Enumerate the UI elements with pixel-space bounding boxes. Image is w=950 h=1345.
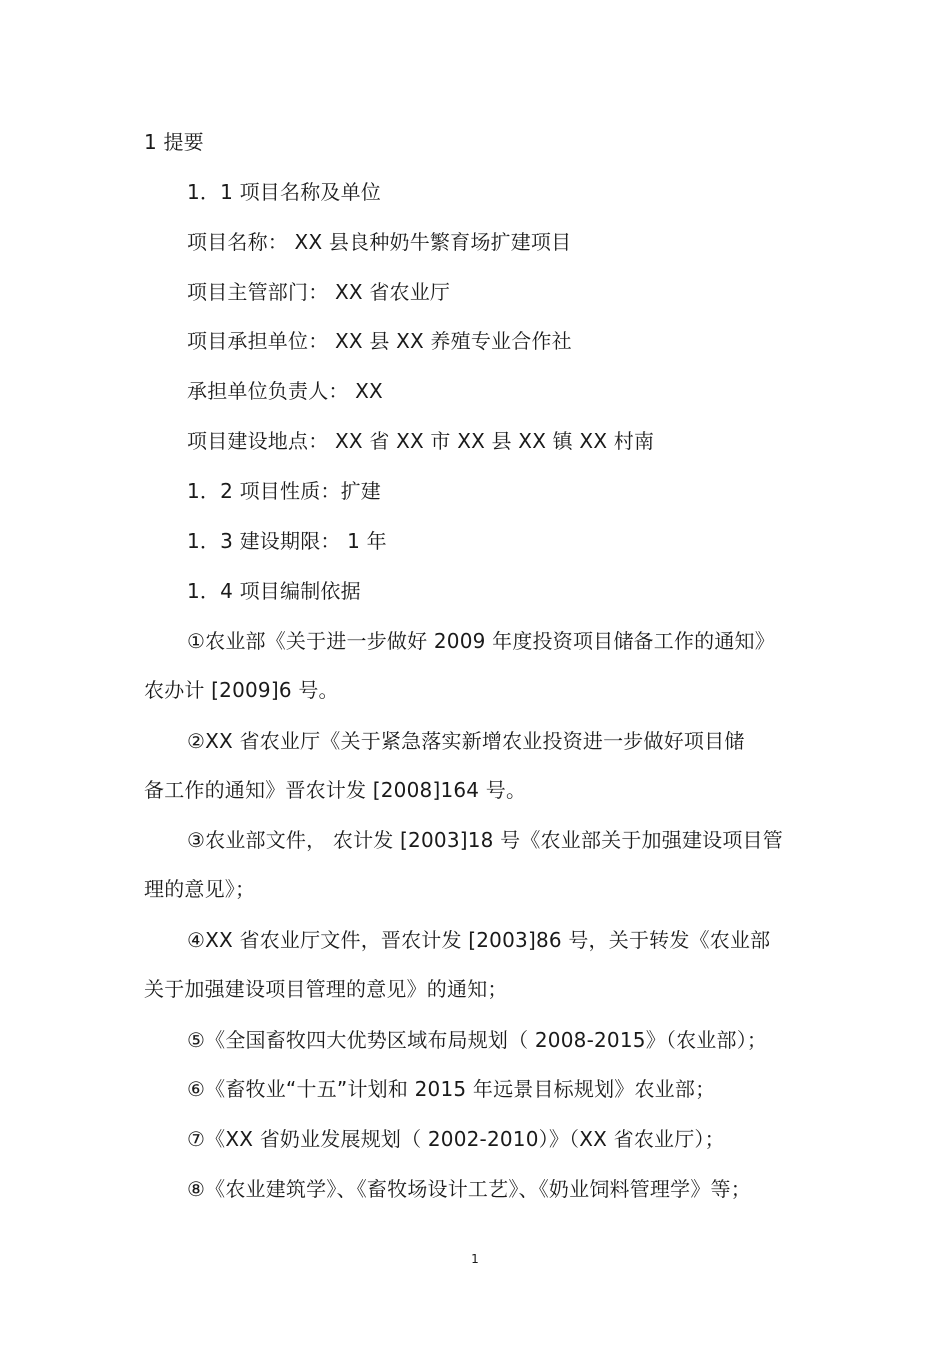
responsible-person-line: 承担单位负责人： XX [187,379,383,403]
page-number: 1 [471,1252,479,1266]
construction-site-line: 项目建设地点： XX 省 XX 市 XX 县 XX 镇 XX 村南 [187,429,655,453]
basis-item-3: ③农业部文件， 农计发 [2003]18 号《农业部关于加强建设项目管 [187,828,783,852]
supervising-dept-line: 项目主管部门： XX 省农业厅 [187,280,451,304]
basis-item-8: ⑧《农业建筑学》、《畜牧场设计工艺》、《奶业饲料管理学》等； [187,1177,751,1201]
project-name-line: 项目名称： XX 县良种奶牛繁育场扩建项目 [187,230,572,254]
basis-item-5: ⑤《全国畜牧四大优势区域布局规划（ 2008-2015》（农业部）； [187,1028,768,1052]
basis-item-1-cont: 农办计 [2009]6 号。 [144,678,339,702]
section-heading: 1 提要 [144,130,204,154]
basis-item-7: ⑦《XX 省奶业发展规划（ 2002-2010）》（XX 省农业厅）； [187,1127,725,1151]
basis-heading: 1．4 项目编制依据 [187,579,361,603]
basis-item-3-cont: 理的意见》； [144,877,256,901]
basis-item-4-cont: 关于加强建设项目管理的意见》的通知； [144,977,508,1001]
undertaking-unit-line: 项目承担单位： XX 县 XX 养殖专业合作社 [187,329,572,353]
subsection-heading: 1．1 项目名称及单位 [187,180,382,204]
basis-item-6: ⑥《畜牧业“十五”计划和 2015 年远景目标规划》农业部； [187,1077,716,1101]
basis-item-4: ④XX 省农业厅文件，晋农计发 [2003]86 号，关于转发《农业部 [187,928,771,952]
construction-period-line: 1．3 建设期限： 1 年 [187,529,387,553]
project-nature-line: 1．2 项目性质：扩建 [187,479,382,503]
basis-item-2: ②XX 省农业厅《关于紧急落实新增农业投资进一步做好项目储 [187,729,745,753]
basis-item-2-cont: 备工作的通知》晋农计发 [2008]164 号。 [144,778,527,802]
basis-item-1: ①农业部《关于进一步做好 2009 年度投资项目储备工作的通知》 [187,629,775,653]
